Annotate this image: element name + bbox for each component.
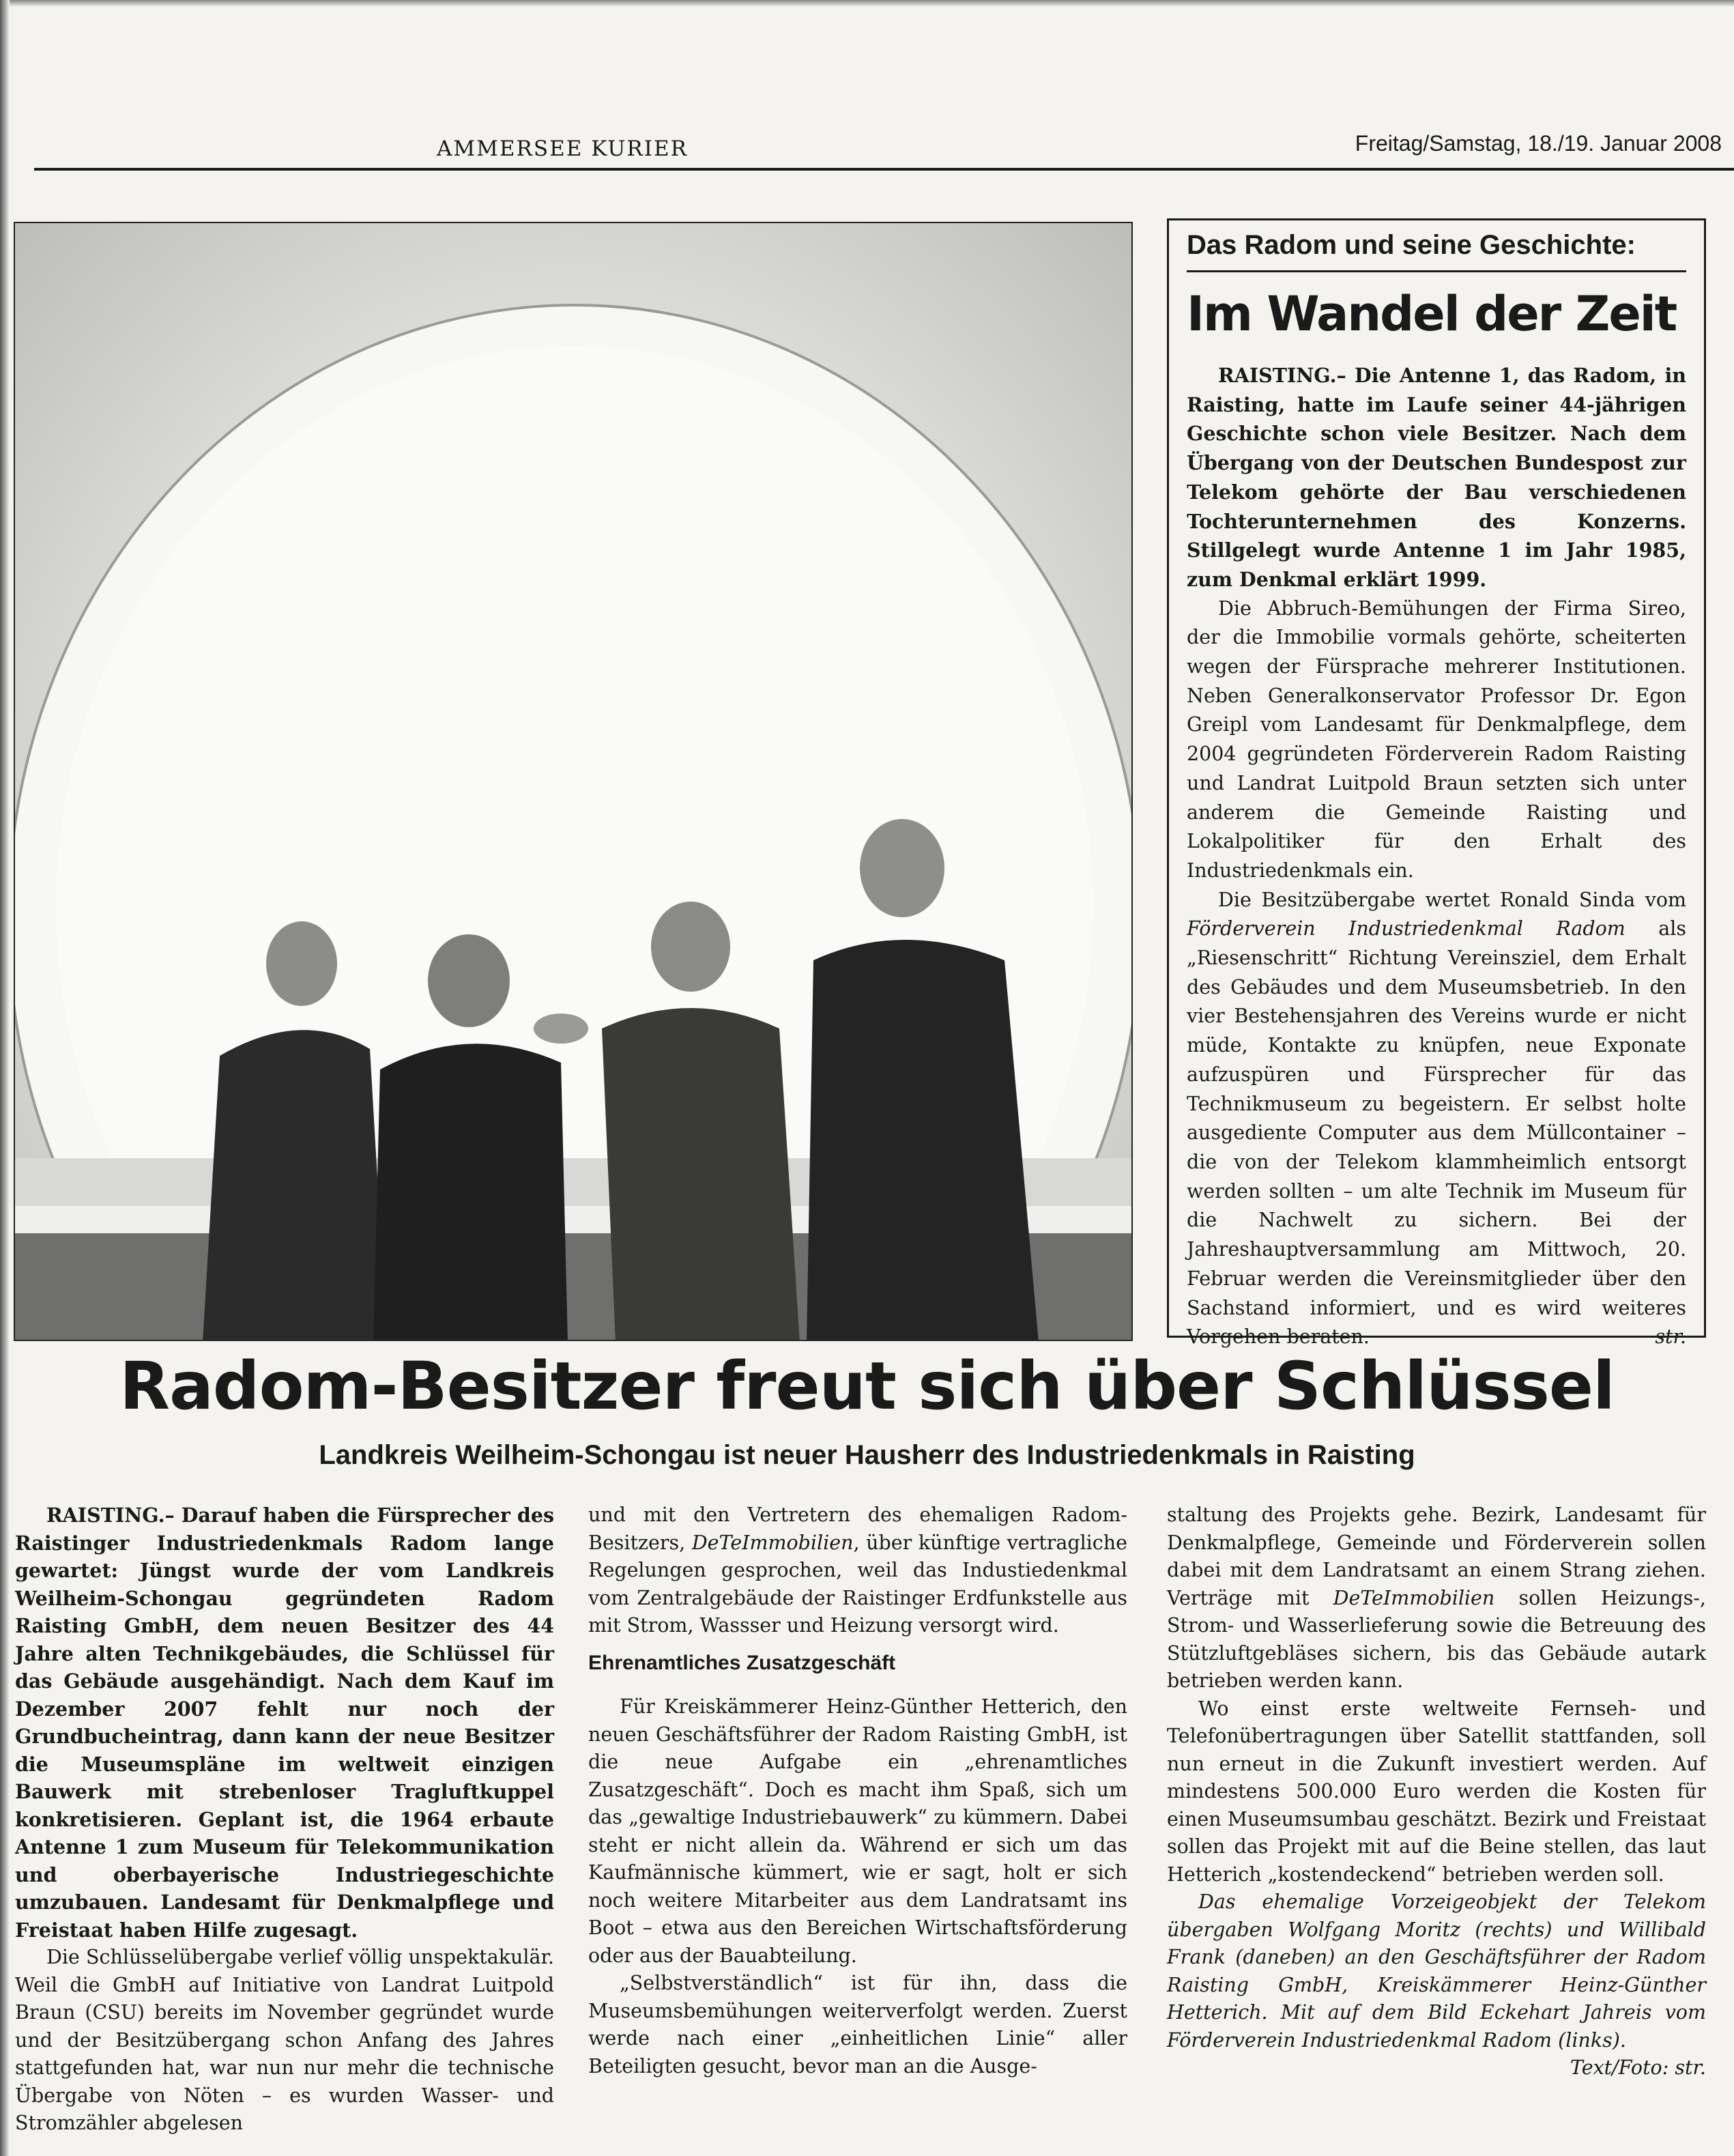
sidebar-lead: RAISTING.– Die Antenne 1, das Radom, in Raisting, hatte im Laufe seiner 44-jährigen Geschichte schon viele Besitzer. Nach dem Übergang von der Deutschen Bundespost zur Telekom gehörte der Bau verschiedenen Tochterunternehmen des Konzerns. Stillgelegt wurde Antenne 1 im Jahr 1985, zum Denkmal erklärt 1999. [1187,364,1686,591]
company-name-2: DeTeImmobilien [1333,1586,1495,1609]
article-paragraph-2 [588,1501,1127,1640]
company-name: DeTeImmobilien [691,1531,854,1554]
article-paragraph-5 [1167,1501,1706,1695]
sidebar-title: Im Wandel der Zeit [1187,286,1677,342]
sidebar-box [1167,218,1706,1349]
article-paragraph-1: Die Schlüsselübergabe verlief völlig unspektakulär. Weil die GmbH auf Initiative von Landrat Luitpold Braun (CSU) bereits im November gegründet wurde und der Besitzübergang schon Anfang des Jahres stattgefunden hat, war nun nur mehr die technische Übergabe von Nöten – es wurden Wasser- und Stromzähler abgelesen [15,1946,554,2134]
header-rule [34,168,1734,171]
article-paragraph-2-start: und mit den Vertretern des ehemaligen Radom-Besitzers, [588,1504,1127,1554]
sidebar-paragraph-1: Die Abbruch-Bemühungen der Firma Sireo, der die Immobilie vormals gehörte, scheiterten wegen der Fürsprache mehrerer Institutionen. Neben Generalkonservator Professor Dr. Egon Greipl vom Landesamt für Denkmalpflege, dem 2004 gegründeten Förderverein Radom Raisting und Landrat Luitpold Braun setzten sich unter anderem die Gemeinde Raisting und Lokalpolitiker für den Erhalt des Industriedenkmals ein. [1187,597,1686,882]
sidebar-kicker: Das Radom und seine Geschichte: [1187,230,1686,272]
sidebar-org-name: Förderverein Industriedenkmal Radom [1187,917,1625,940]
article-photo [14,222,1133,1341]
article-lead: RAISTING.– Darauf haben die Fürsprecher des Raistinger Industriedenkmals Radom lange gewartet: Jüngst wurde der vom Landkreis Weilheim-Schongau gegründeten Radom Raisting GmbH, dem neuen Besitzer des 44 Jahre alten Technikgebäudes, die Schlüssel für das Gebäude ausgehändigt. Nach dem Kauf im Dezember 2007 fehlt nur noch der Grundbucheintrag, dann kann der neue Besitzer die Museumspläne im weltweit einzigen Bauwerk mit strebenloser Tragluftkuppel konkretisieren. Geplant ist, die 1964 erbaute Antenne 1 zum Museum für Telekommunikation und oberbayerische Industriegeschichte umzubauen. Landesamt für Denkmalpflege und Freistaat haben Hilfe zugesagt. [15,1504,554,1942]
scan-edge-left [0,0,10,2156]
article-column-1 [15,1501,554,2138]
article-column-3 [1167,1501,1706,2082]
article-subheadline: Landkreis Weilheim-Schongau ist neuer Hausherr des Industriedenkmals in Raisting [319,1440,1415,1470]
sidebar-signature: str. [1655,1325,1686,1349]
article-subhead: Ehrenamtliches Zusatzgeschäft [588,1651,896,1674]
article-paragraph-5-start: staltung des Projekts gehe. Bezirk, Landesamt für Denkmalpflege, Gemeinde und Förderverein sollen dabei mit dem Landratsamt an einem Strang ziehen. Verträge mit [1167,1504,1706,1609]
scan-edge-top [0,0,1734,7]
photo-illustration [15,223,1133,1341]
article-headline: Radom-Besitzer freut sich über Schlüssel [119,1348,1615,1424]
sidebar-paragraph-2-end: als „Riesenschritt“ Richtung Vereinsziel, dem Erhalt des Gebäudes und dem Museumsbetrieb. In den vier Bestehensjahren des Vereins wurde er nicht müde, Kontakte zu knüpfen, neue Exponate aufzuspüren und Fürsprecher für das Technikmuseum zu begeistern. Er selbst holte ausgediente Computer aus dem Müllcontainer – die von der Telekom klammheimlich entsorgt werden sollten – um alte Technik im Museum für die Nachwelt zu sichern. Bei der Jahreshauptversammlung am Mittwoch, 20. Februar werden die Vereinsmitglieder über den Sachstand informiert, und es wird weiteres Vorgehen beraten. [1187,917,1686,1349]
article-paragraph-6: Wo einst erste weltweite Fernseh- und Telefonübertragungen über Satellit stattfanden, soll nun erneut in die Zukunft investiert werden. Auf mindestens 500.000 Euro werden die Kosten für einen Museumsumbau geschätzt. Bezirk und Freistaat sollen das Projekt mit auf die Beine stellen, das laut Hetterich „kostendeckend“ betrieben werden soll. [1167,1697,1706,1886]
photo-credit: Text/Foto: str. [1570,2056,1706,2079]
issue-date: Freitag/Samstag, 18./19. Januar 2008 [1355,131,1722,156]
article-paragraph-5-end: sollen Heizungs-, Strom- und Wasserlieferung sowie die Betreuung des Stützluftgebläses sichern, bis das Gebäude autark betrieben werden kann. [1167,1586,1706,1692]
photo-caption: Das ehemalige Vorzeigeobjekt der Telekom übergaben Wolfgang Moritz (rechts) und Willibald Frank (daneben) an den Geschäftsführer der Radom Raisting GmbH, Kreiskämmerer Heinz-Günther Hetterich. Mit auf dem Bild Eckehart Jahreis vom Förderverein Industriedenkmal Radom (links). [1167,1891,1706,2052]
sidebar-paragraph-2-start: Die Besitzübergabe wertet Ronald Sinda vom [1218,888,1686,911]
article-column-2 [588,1501,1127,2080]
article-paragraph-2-end: , über künftige vertragliche Regelungen gesprochen, weil das Industiedenkmal vom Zentralgebäude der Raistinger Erdfunkstelle aus mit Strom, Wassser und Heizung versorgt wird. [588,1531,1127,1637]
article-paragraph-3: Für Kreiskämmerer Heinz-Günther Hetterich, den neuen Geschäftsführer der Radom Raisting GmbH, ist die neue Aufgabe ein „ehrenamtliches Zusatzgeschäft“. Doch es macht ihm Spaß, sich um das „gewaltige Industriebauwerk“ zu kümmern. Dabei steht er nicht allein da. Während er sich um das Kaufmännische kümmert, wie er sagt, holt er sich noch weitere Mitarbeiter aus dem Landratsamt ins Boot – etwa aus den Bereichen Wirtschaftsförderung oder aus der Bauabteilung. [588,1695,1127,1967]
sidebar-paragraph-2 [1187,886,1686,1352]
article-paragraph-4: „Selbstverständlich“ ist für ihn, dass die Museumsbemühungen weiterverfolgt werden. Zuerst werde nach einer „einheitlichen Linie“ aller Beteiligten gesucht, bevor man an die Ausge- [588,1972,1127,2078]
publication-name: AMMERSEE KURIER [437,136,688,161]
